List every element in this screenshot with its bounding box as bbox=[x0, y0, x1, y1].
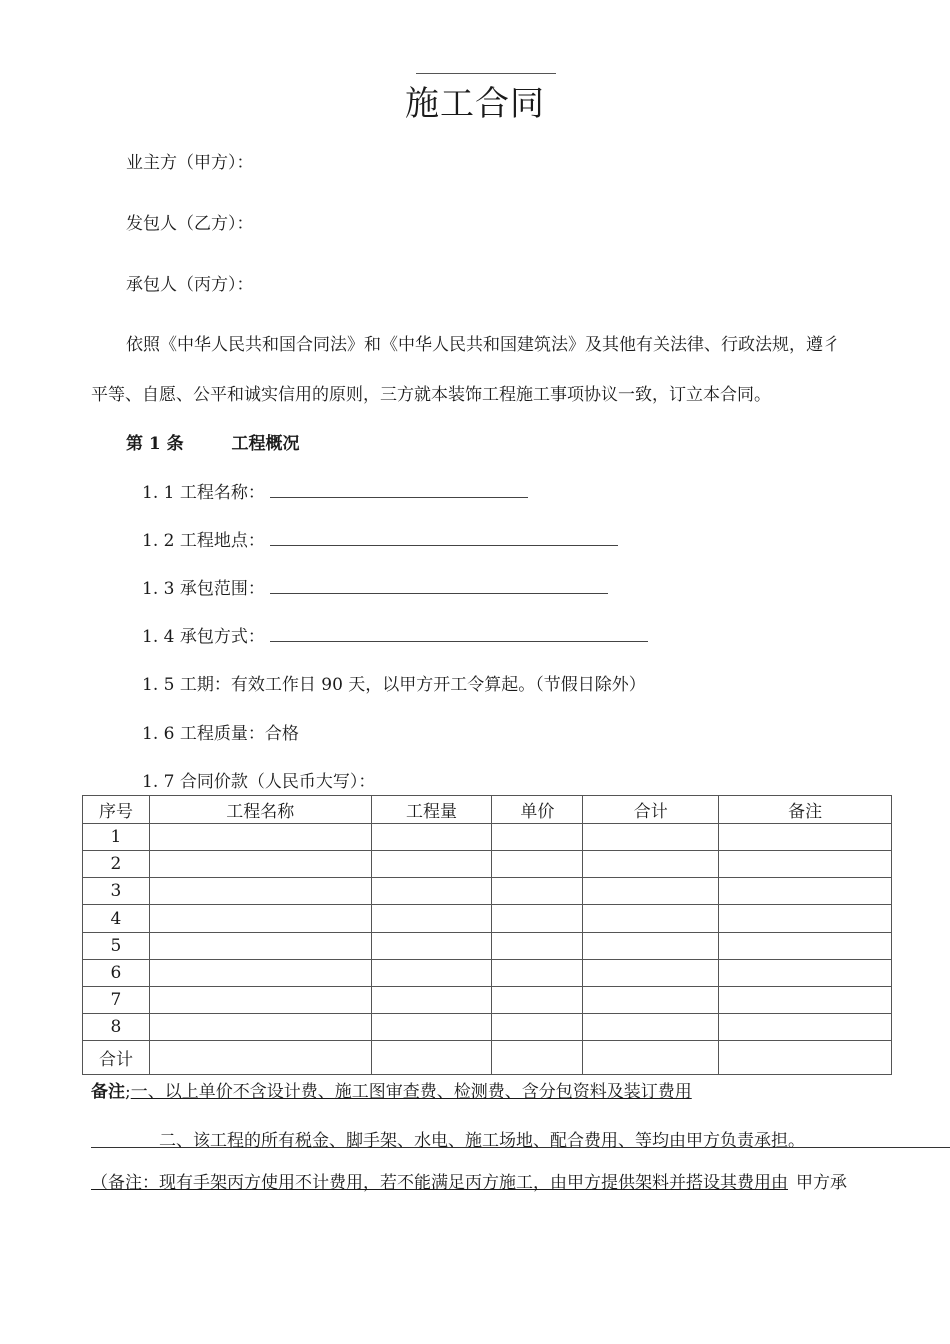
row-seq: 3 bbox=[83, 878, 150, 905]
notes-item-3a: （备注：现有手架丙方使用不计费用，若不能满足丙方施工，由甲方提供架料并搭设其费用由 bbox=[91, 1173, 788, 1193]
table-row bbox=[83, 878, 892, 905]
col-header-unit-price: 单价 bbox=[492, 796, 583, 824]
cell[interactable] bbox=[719, 824, 892, 851]
project-name-blank[interactable] bbox=[270, 483, 528, 498]
cell[interactable] bbox=[371, 905, 492, 932]
scope-blank[interactable] bbox=[270, 579, 608, 594]
article-1-heading bbox=[126, 429, 300, 454]
cell[interactable] bbox=[371, 1041, 492, 1075]
notes-line-3 bbox=[91, 1168, 847, 1193]
cell[interactable] bbox=[371, 986, 492, 1013]
page-title: 施工合同 bbox=[405, 84, 545, 124]
cell[interactable] bbox=[583, 986, 719, 1013]
cell[interactable] bbox=[149, 932, 371, 959]
owner-party-line: 业主方（甲方）： bbox=[126, 153, 254, 173]
cell[interactable] bbox=[492, 905, 583, 932]
col-header-project-name: 工程名称 bbox=[149, 796, 371, 824]
cell[interactable] bbox=[371, 851, 492, 878]
table-header-row bbox=[83, 796, 892, 824]
notes-separator: ; bbox=[125, 1082, 131, 1102]
cell[interactable] bbox=[492, 851, 583, 878]
cell[interactable] bbox=[583, 878, 719, 905]
row-seq: 4 bbox=[83, 905, 150, 932]
cell[interactable] bbox=[492, 1041, 583, 1075]
item-number: 1. 7 bbox=[142, 772, 175, 792]
table-row bbox=[83, 986, 892, 1013]
cell[interactable] bbox=[719, 986, 892, 1013]
cell[interactable] bbox=[371, 932, 492, 959]
table-row bbox=[83, 1014, 892, 1041]
cell[interactable] bbox=[371, 824, 492, 851]
item-number: 1. 1 bbox=[142, 483, 175, 503]
notes-label: 备注 bbox=[91, 1082, 125, 1102]
table-total-row bbox=[83, 1041, 892, 1075]
table-row bbox=[83, 905, 892, 932]
item-1-7 bbox=[142, 767, 375, 792]
cell[interactable] bbox=[492, 878, 583, 905]
cell[interactable] bbox=[719, 1014, 892, 1041]
cell[interactable] bbox=[149, 851, 371, 878]
cell[interactable] bbox=[149, 959, 371, 986]
cell[interactable] bbox=[719, 878, 892, 905]
table-row bbox=[83, 959, 892, 986]
item-label: 工程名称： bbox=[179, 483, 265, 503]
cell[interactable] bbox=[371, 878, 492, 905]
col-header-quantity: 工程量 bbox=[371, 796, 492, 824]
item-number: 1. 5 bbox=[142, 675, 175, 695]
preamble-line-2: 平等、自愿、公平和诚实信用的原则，三方就本装饰工程施工事项协议一致，订立本合同。 bbox=[91, 385, 771, 405]
cell[interactable] bbox=[492, 824, 583, 851]
cell[interactable] bbox=[583, 824, 719, 851]
cell[interactable] bbox=[583, 932, 719, 959]
cell[interactable] bbox=[583, 959, 719, 986]
price-table bbox=[82, 795, 892, 1075]
item-number: 1. 3 bbox=[142, 579, 175, 599]
item-number: 1. 4 bbox=[142, 627, 175, 647]
cell[interactable] bbox=[149, 1041, 371, 1075]
item-1-1 bbox=[142, 478, 528, 503]
cell[interactable] bbox=[583, 905, 719, 932]
notes-line-2 bbox=[91, 1126, 950, 1151]
item-1-2 bbox=[142, 526, 618, 551]
col-header-remarks: 备注 bbox=[719, 796, 892, 824]
row-seq: 1 bbox=[83, 824, 150, 851]
cell[interactable] bbox=[149, 878, 371, 905]
preamble-line-1: 依照《中华人民共和国合同法》和《中华人民共和国建筑法》及其他有关法律、行政法规，遵彳 bbox=[126, 335, 840, 355]
title-overline bbox=[416, 73, 556, 74]
cell[interactable] bbox=[492, 932, 583, 959]
item-number: 1. 2 bbox=[142, 531, 175, 551]
item-1-4 bbox=[142, 622, 648, 647]
cell[interactable] bbox=[492, 986, 583, 1013]
contractor-party-line: 承包人（丙方）： bbox=[126, 275, 254, 295]
row-seq: 2 bbox=[83, 851, 150, 878]
item-1-5 bbox=[142, 670, 646, 695]
item-label: 工期：有效工作日 90 天，以甲方开工令算起。（节假日除外） bbox=[179, 675, 646, 695]
col-header-seq: 序号 bbox=[83, 796, 150, 824]
cell[interactable] bbox=[149, 905, 371, 932]
row-seq: 8 bbox=[83, 1014, 150, 1041]
col-header-total: 合计 bbox=[583, 796, 719, 824]
item-1-6 bbox=[142, 719, 299, 744]
table-row bbox=[83, 851, 892, 878]
cell[interactable] bbox=[719, 1041, 892, 1075]
item-label: 工程质量：合格 bbox=[179, 724, 299, 744]
cell[interactable] bbox=[492, 959, 583, 986]
cell[interactable] bbox=[149, 1014, 371, 1041]
notes-item-3b: 甲方承 bbox=[796, 1173, 847, 1193]
cell[interactable] bbox=[719, 959, 892, 986]
cell[interactable] bbox=[149, 986, 371, 1013]
notes-item-1: 一、以上单价不含设计费、施工图审查费、检测费、含分包资料及装订费用 bbox=[130, 1082, 692, 1102]
notes-item-2: 二、该工程的所有税金、脚手架、水电、施工场地、配合费用、等均由甲方负责承担。 bbox=[159, 1131, 805, 1151]
cell[interactable] bbox=[719, 905, 892, 932]
cell[interactable] bbox=[492, 1014, 583, 1041]
issuer-party-line: 发包人（乙方）： bbox=[126, 214, 254, 234]
row-seq: 6 bbox=[83, 959, 150, 986]
table-row bbox=[83, 824, 892, 851]
cell[interactable] bbox=[371, 1014, 492, 1041]
row-seq: 5 bbox=[83, 932, 150, 959]
item-label: 承包方式： bbox=[179, 627, 265, 647]
cell[interactable] bbox=[371, 959, 492, 986]
article-1-number: 第 1 条 bbox=[126, 434, 184, 454]
project-location-blank[interactable] bbox=[270, 531, 618, 546]
item-label: 承包范围： bbox=[179, 579, 265, 599]
table-row bbox=[83, 932, 892, 959]
cell[interactable] bbox=[719, 851, 892, 878]
article-1-title: 工程概况 bbox=[231, 434, 300, 454]
notes-line-1 bbox=[91, 1077, 692, 1102]
cell[interactable] bbox=[719, 932, 892, 959]
item-label: 工程地点： bbox=[179, 531, 265, 551]
cell[interactable] bbox=[583, 1014, 719, 1041]
cell[interactable] bbox=[583, 851, 719, 878]
item-label: 合同价款（人民币大写）： bbox=[179, 772, 376, 792]
item-number: 1. 6 bbox=[142, 724, 175, 744]
cell[interactable] bbox=[149, 824, 371, 851]
row-seq: 7 bbox=[83, 986, 150, 1013]
item-1-3 bbox=[142, 574, 608, 599]
cell[interactable] bbox=[583, 1041, 719, 1075]
row-total-label: 合计 bbox=[83, 1041, 150, 1075]
contract-method-blank[interactable] bbox=[270, 627, 648, 642]
